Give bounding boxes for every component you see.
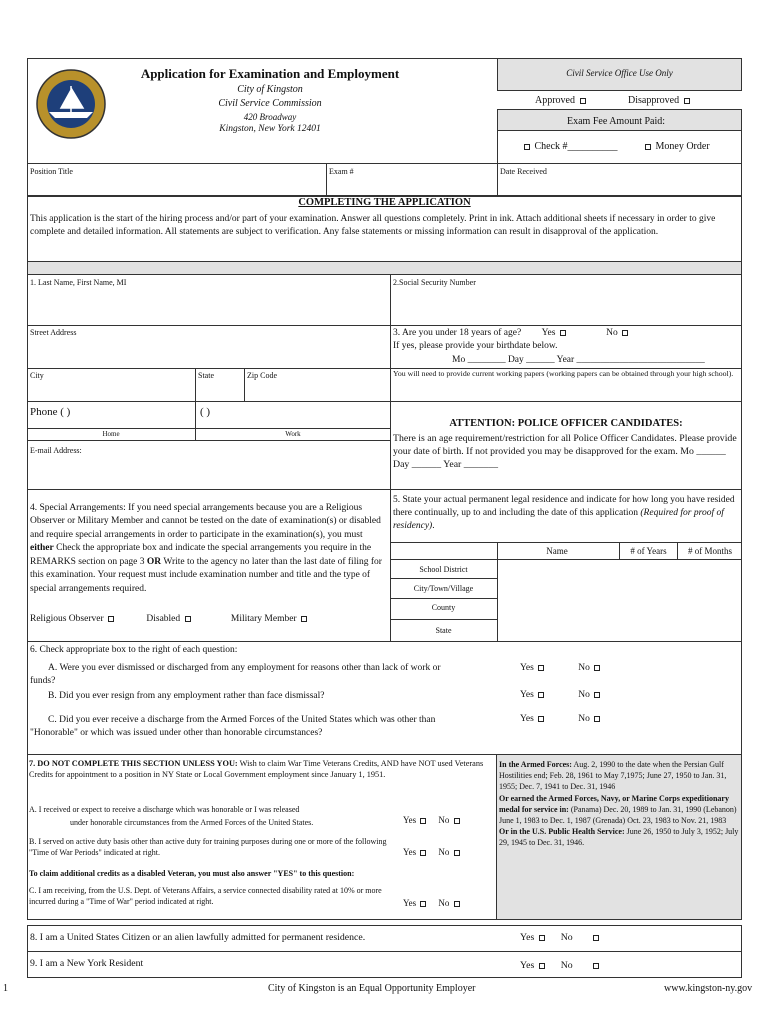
street-address: 420 Broadway	[243, 112, 297, 122]
q6-title: 6. Check appropriate box to the right of each question:	[30, 645, 238, 655]
q7c-no-checkbox[interactable]	[454, 901, 460, 907]
q7c-yes-checkbox[interactable]	[420, 901, 426, 907]
date-received-label: Date Received	[500, 167, 547, 176]
q6-c: C. Did you ever receive a discharge from the Armed Forces of the United States which was other than "Honorable" or which was issued under other than honorable circumstances?	[30, 715, 436, 738]
disapproved-checkbox[interactable]	[684, 98, 690, 104]
q6b-no-checkbox[interactable]	[594, 692, 600, 698]
q5-text-main: 5. State your actual permanent legal residence and indicate for how long you have resided there continually, up to and including the date of this application	[393, 495, 735, 518]
exam-number-label: Exam #	[329, 167, 354, 176]
money-order-label: Money Order	[655, 141, 710, 152]
q6a-yes-checkbox[interactable]	[538, 665, 544, 671]
form-title: Application for Examination and Employment	[140, 66, 400, 81]
state-label: State	[198, 371, 214, 380]
police-text[interactable]: There is an age requirement/restriction for all Police Officer Candidates. Please provide your date of birth. If not provided you may be disapproved for the exam. Mo ______ Day ______ Year _______	[393, 433, 737, 471]
q3-no-checkbox[interactable]	[622, 330, 628, 336]
q3-no-label: No	[606, 328, 618, 338]
q5-name-header: Name	[546, 546, 568, 556]
q5-text	[393, 494, 738, 532]
completing-text: This application is the start of the hiring process and/or part of your examination. Answer all questions completely. Print in ink. Attach additional sheets if necessary in order to give complete and detailed information. All statements are subject to verification. Any false statements or missing information can result in disapproval of the application.	[30, 214, 716, 237]
q7c-no-label: No	[438, 898, 450, 908]
q6b-no-label: No	[578, 690, 590, 700]
disabled-checkbox[interactable]	[185, 616, 191, 622]
q3-yes-checkbox[interactable]	[560, 330, 566, 336]
city-field[interactable]	[27, 368, 196, 402]
q7-intro	[29, 758, 495, 780]
q6b-yes-label: Yes	[520, 690, 534, 700]
commission-name: Civil Service Commission	[218, 98, 322, 109]
q7a-no-checkbox[interactable]	[454, 818, 460, 824]
position-title-label: Position Title	[30, 167, 73, 176]
disapproved-label: Disapproved	[628, 95, 680, 106]
check-label: Check #__________	[534, 141, 618, 152]
q7-bold: 7. DO NOT COMPLETE THIS SECTION UNLESS YOU:	[29, 759, 238, 768]
work-phone-field[interactable]: ( )	[200, 406, 211, 418]
war-title-medal: Or earned the Armed Forces, Navy, or Marine Corps expeditionary medal for service in:	[499, 793, 729, 814]
footer-url[interactable]: www.kingston-ny.gov	[664, 983, 753, 994]
q4-text	[30, 502, 388, 596]
police-title: ATTENTION: POLICE OFFICER CANDIDATES:	[449, 418, 683, 429]
city-label: City	[30, 371, 44, 380]
q3-birthdate[interactable]: Mo ________ Day ______ Year ___________________________	[452, 355, 705, 365]
q7-a1: A. I received or expect to receive a discharge which was honorable or I was released	[29, 805, 300, 814]
disabled-label: Disabled	[146, 614, 181, 624]
q6a-yes-label: Yes	[520, 663, 534, 673]
religious-label: Religious Observer	[30, 614, 104, 624]
q7a-yes-label: Yes	[403, 815, 417, 825]
q7-b: B. I served on active duty basis other than active duty for training purposes during one or more of the following "Time of War Periods" indicated at right.	[29, 837, 387, 857]
footer-eeo: City of Kingston is an Equal Opportunity Employer	[268, 983, 476, 994]
q6a-no-label: No	[578, 663, 590, 673]
q3-note: You will need to provide current working papers (working papers can be obtained through your high school).	[393, 369, 734, 378]
city-seal-icon	[35, 68, 107, 140]
q8-text: 8. I am a United States Citizen or an alien lawfully admitted for permanent residence.	[30, 932, 366, 943]
military-label: Military Member	[230, 614, 297, 624]
q5-row-school: School District	[419, 565, 468, 574]
q5-row-city: City/Town/Village	[413, 584, 474, 593]
home-phone-field[interactable]: Phone ( )	[30, 406, 71, 418]
q9-yes-label: Yes	[520, 960, 535, 971]
completing-title: COMPLETING THE APPLICATION	[298, 197, 471, 208]
zip-label: Zip Code	[247, 371, 277, 380]
q5-row-county: County	[431, 603, 456, 612]
q4-text-part2: Check the appropriate box and indicate the special arrangements you require in the REMARKS section on page 3	[30, 543, 372, 567]
home-label: Home	[102, 430, 120, 438]
name-label: 1. Last Name, First Name, MI	[30, 278, 127, 287]
q9-yes-checkbox[interactable]	[539, 963, 545, 969]
q9-text: 9. I am a New York Resident	[30, 958, 144, 969]
money-order-checkbox[interactable]	[645, 144, 651, 150]
check-checkbox[interactable]	[524, 144, 530, 150]
q6-a: A. Were you ever dismissed or discharged from any employment for reasons other than lack of work or funds?	[30, 663, 441, 686]
q4-or: OR	[146, 556, 162, 567]
office-use-title: Civil Service Office Use Only	[566, 68, 673, 78]
q7-a2: under honorable circumstances from the Armed Forces of the United States.	[70, 818, 314, 827]
q3-line2: If yes, please provide your birthdate below.	[393, 341, 558, 351]
q4-text-part3: Write to the agency no later than the last date of filing for this examination. Your request must include examination number and title and the type of special arrangements required.	[30, 556, 382, 594]
q8-no-checkbox[interactable]	[593, 935, 599, 941]
page-number: 1	[3, 983, 8, 994]
q7c-yes-label: Yes	[403, 898, 417, 908]
q8-yes-checkbox[interactable]	[539, 935, 545, 941]
q6c-no-checkbox[interactable]	[594, 716, 600, 722]
q6a-no-checkbox[interactable]	[594, 665, 600, 671]
war-medal-dates: (Panama) Dec. 20, 1989 to Jan. 31, 1990 (Lebanon) June 1, 1983 to Dec. 1, 1987 (Grenada) Oct. 23, 1983 to Nov. 21, 1983	[499, 804, 737, 825]
q5-italic: (Required for proof of residency)	[393, 507, 724, 531]
q9-no-checkbox[interactable]	[593, 963, 599, 969]
q4-text-part1: 4. Special Arrangements: If you need special arrangements because you are a Religious Observer or Military Member and cannot be tested on the date of examination(s) or disabled and require special arrangements in order to participate in the examination(s), you must	[30, 503, 381, 540]
q6c-no-label: No	[578, 714, 590, 724]
approved-checkbox[interactable]	[580, 98, 586, 104]
q3-yes-label: Yes	[541, 328, 556, 338]
war-periods-text	[499, 759, 739, 849]
q6c-yes-checkbox[interactable]	[538, 716, 544, 722]
q5-end: .	[432, 520, 435, 531]
email-label: E-mail Address:	[30, 446, 82, 455]
military-checkbox[interactable]	[301, 616, 307, 622]
war-title-health: Or in the U.S. Public Health Service:	[499, 827, 625, 837]
street-field[interactable]	[27, 325, 391, 369]
q7b-no-label: No	[438, 847, 450, 857]
q4-either: either	[30, 543, 54, 554]
exam-fee-label: Exam Fee Amount Paid:	[567, 116, 666, 127]
q7a-no-label: No	[438, 815, 450, 825]
q3-question: 3. Are you under 18 years of age?	[393, 328, 522, 338]
q7-claim: To claim additional credits as a disabled Veteran, you must also answer "YES" to this question:	[29, 869, 355, 878]
city-state: Kingston, New York 12401	[219, 124, 321, 134]
q7b-yes-label: Yes	[403, 847, 417, 857]
q6-b: B. Did you ever resign from any employment rather than face dismissal?	[48, 691, 325, 701]
ssn-label: 2.Social Security Number	[393, 278, 476, 287]
q6b-yes-checkbox[interactable]	[538, 692, 544, 698]
q5-months-header: # of Months	[687, 546, 732, 556]
q7b-yes-checkbox[interactable]	[420, 850, 426, 856]
q7b-no-checkbox[interactable]	[454, 850, 460, 856]
work-label: Work	[285, 430, 301, 438]
religious-checkbox[interactable]	[108, 616, 114, 622]
war-title-armed: In the Armed Forces:	[499, 760, 572, 769]
war-health-dates: June 26, 1950 to July 3, 1952; July 29, 1945 to Dec. 31, 1946.	[499, 827, 739, 848]
q7-text: Wish to claim War Time Veterans Credits, AND have NOT used Veterans Credits for appointment to a position in NY State or Local Government employment since January 1, 1951.	[29, 759, 484, 780]
city-name: City of Kingston	[237, 84, 303, 95]
war-armed-dates: Aug. 2, 1990 to the date when the Persian Gulf Hostilities end; Feb. 28, 1961 to May 7,1975; June 27, 1950 to Jan. 31, 1955; Dec. 7, 1941 to Dec. 31, 1946	[499, 760, 727, 792]
q7-c: C. I am receiving, from the U.S. Dept. of Veterans Affairs, a service connected disability rated at 10% or more incurred during a "Time of War" period indicated at right.	[29, 886, 382, 906]
q8-no-label: No	[560, 932, 573, 943]
q5-years-header: # of Years	[630, 546, 667, 556]
street-label: Street Address	[30, 328, 77, 337]
q5-row-state: State	[435, 626, 452, 635]
approved-label: Approved	[535, 95, 575, 106]
q6c-yes-label: Yes	[520, 714, 534, 724]
q7a-yes-checkbox[interactable]	[420, 818, 426, 824]
q9-no-label: No	[560, 960, 573, 971]
q8-yes-label: Yes	[520, 932, 535, 943]
